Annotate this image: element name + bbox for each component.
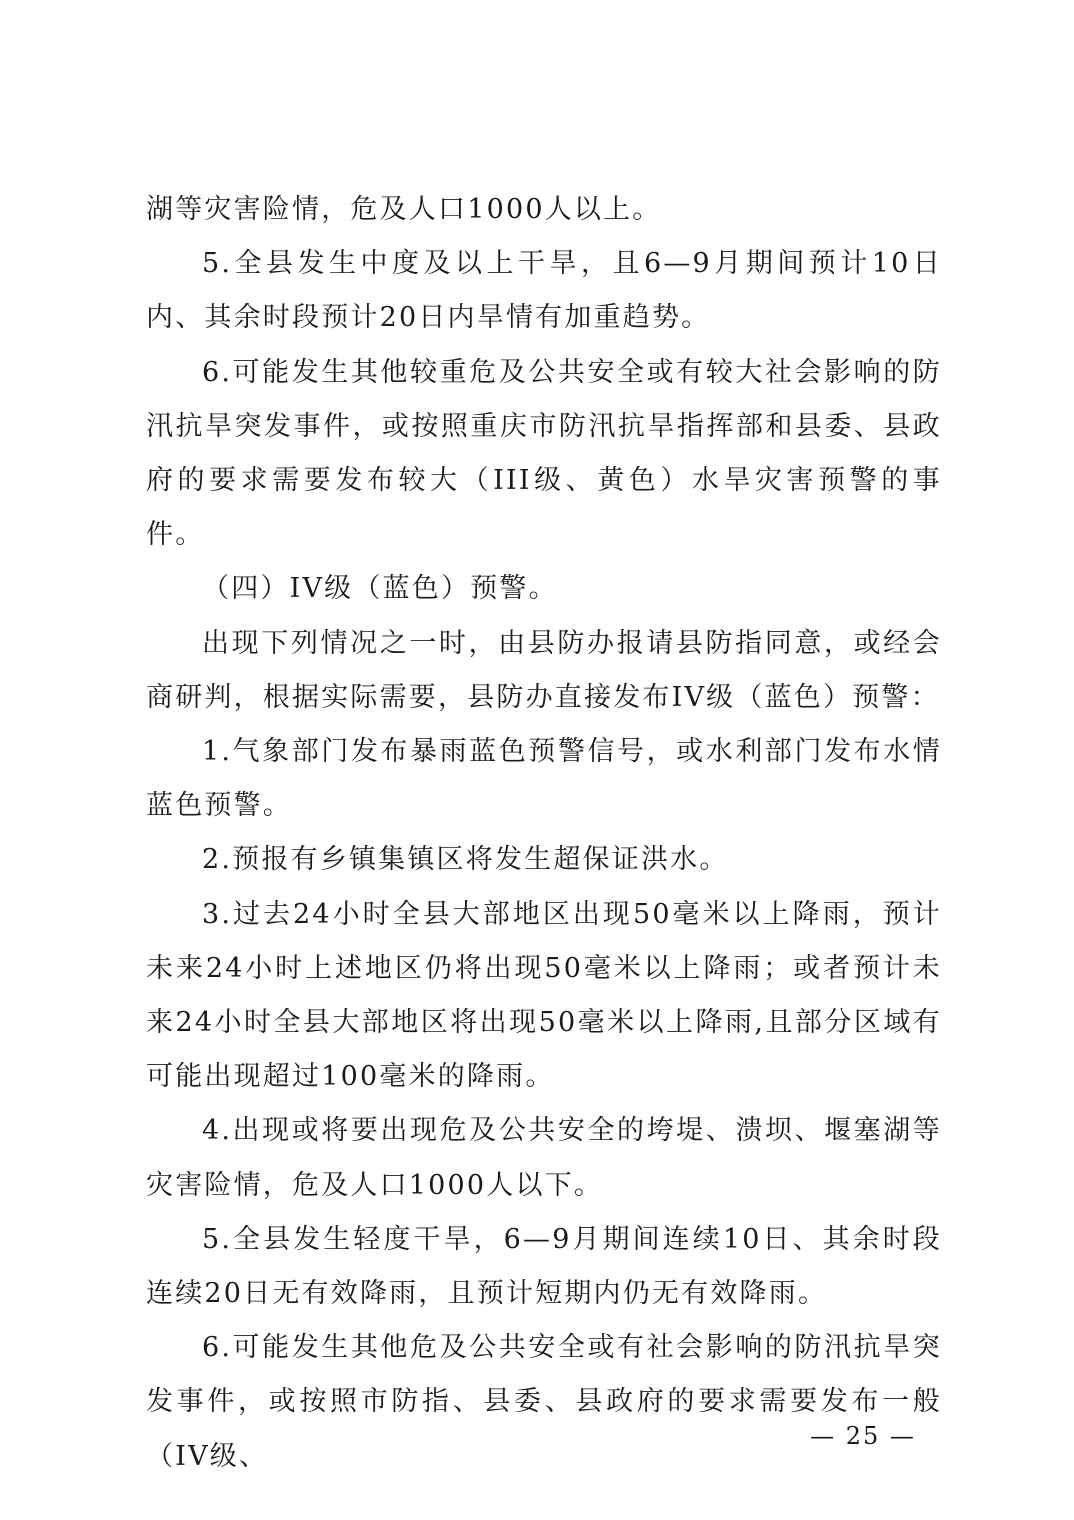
page-number: — 25 —	[810, 1422, 916, 1450]
section-heading-level-iv: （四）IV级（蓝色）预警。	[202, 573, 558, 605]
paragraph-item-6-level-iii: 6.可能发生其他较重危及公共安全或有较大社会影响的防汛抗旱突发事件，或按照重庆市防汛抗旱指挥部和县委、县政府的要求需要发布较大（III级、黄色）水旱灾害预警的事件。	[146, 356, 942, 551]
paragraph-item-5-light-drought: 5.全县发生轻度干旱，6—9月期间连续10日、其余时段连续20日无有效降雨，且预计短期内仍无有效降雨。	[146, 1223, 942, 1310]
paragraph-item-6-level-iv: 6.可能发生其他危及公共安全或有社会影响的防汛抗旱突发事件，或按照市防指、县委、县政府的要求需要发布一般（IV级、	[146, 1332, 942, 1472]
paragraph-level-iv-intro: 出现下列情况之一时，由县防办报请县防指同意，或经会商研判，根据实际需要，县防办直接发布IV级（蓝色）预警：	[146, 627, 942, 713]
paragraph-item-3-rainfall: 3.过去24小时全县大部地区出现50毫米以上降雨，预计未来24小时上述地区仍将出现50毫米以上降雨；或者预计未来24小时全县大部地区将出现50毫米以上降雨,且部分区域有可能出现超过100毫米的降雨。	[146, 898, 942, 1093]
body-text	[146, 183, 942, 1484]
paragraph-item-2-flood: 2.预报有乡镇集镇区将发生超保证洪水。	[202, 844, 729, 876]
paragraph-continuation: 湖等灾害险情，危及人口1000人以上。	[146, 194, 662, 225]
paragraph-item-5-drought: 5.全县发生中度及以上干旱，且6—9月期间预计10日内、其余时段预计20日内旱情有加重趋势。	[146, 248, 942, 334]
paragraph-item-1-rainstorm: 1.气象部门发布暴雨蓝色预警信号，或水利部门发布水情蓝色预警。	[146, 736, 942, 822]
paragraph-item-4-hazard: 4.出现或将要出现危及公共安全的垮堤、溃坝、堰塞湖等灾害险情，危及人口1000人以下。	[146, 1115, 942, 1201]
